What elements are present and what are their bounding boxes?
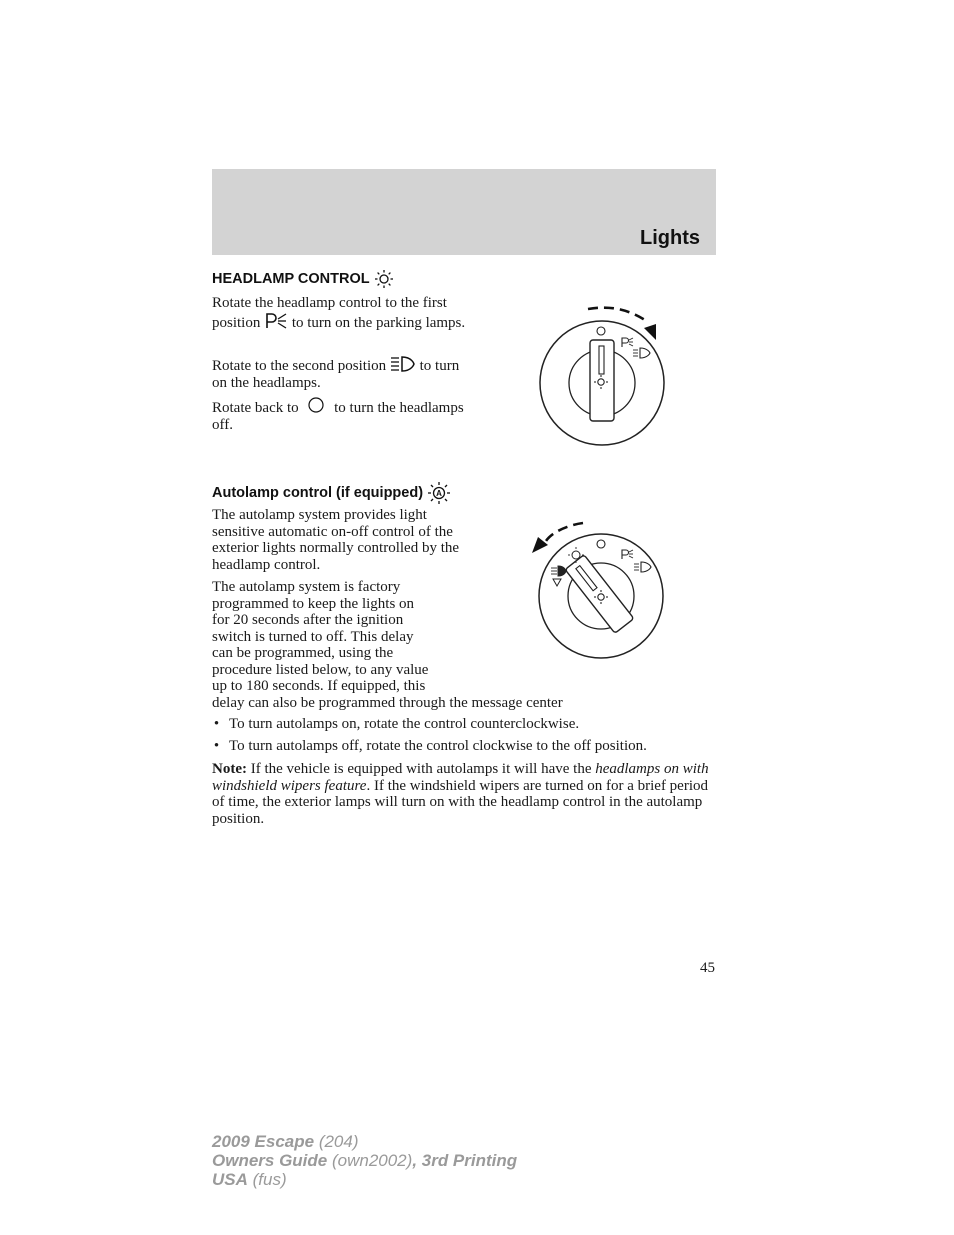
footer-market-code: (fus) xyxy=(247,1170,287,1189)
headlamp-p3-a: Rotate back to xyxy=(212,400,299,416)
note-paragraph xyxy=(212,761,712,827)
autolamp-p2-line: can be programmed, using the xyxy=(212,645,394,661)
autolamp-icon xyxy=(427,481,451,505)
light-sun-icon xyxy=(374,269,394,289)
headlamp-heading-text: HEADLAMP CONTROL xyxy=(212,271,370,287)
footer-model-code: (204) xyxy=(314,1132,359,1151)
headlamp-p2-a: Rotate to the second position xyxy=(212,358,387,374)
autolamp-p2-line: programmed to keep the lights on xyxy=(212,595,415,612)
autolamp-p2-line: procedure listed below, to any value xyxy=(212,661,429,678)
off-circle-icon xyxy=(302,397,330,415)
headlamp-para-2 xyxy=(212,355,472,391)
headlamp-para-1 xyxy=(212,295,472,331)
autolamp-para-1: The autolamp system provides light sensitive automatic on-off control of the exterior lights normally controlled by the headlamp control. xyxy=(212,507,460,573)
footer-guide-code: (own2002) xyxy=(327,1151,413,1170)
footer-line-2 xyxy=(212,1151,517,1170)
footer-market: USA xyxy=(212,1170,248,1189)
bullet-item xyxy=(212,738,647,755)
autolamp-p2-line: The autolamp system is factory xyxy=(212,579,401,595)
headlamp-icon xyxy=(390,355,416,373)
section-title: Lights xyxy=(640,227,700,249)
note-text-italic: headlamps on with windshield wipers feature xyxy=(212,761,709,794)
autolamp-p2-line: switch is turned to off. This delay xyxy=(212,628,414,645)
autolamp-knob-figure xyxy=(528,515,678,670)
autolamp-p2-line: for 20 seconds after the ignition xyxy=(212,612,404,628)
footer xyxy=(212,1132,517,1189)
bullet-text: To turn autolamps off, rotate the control clockwise to the off position. xyxy=(229,738,647,754)
headlamp-p1-a: Rotate the headlamp control to the first position xyxy=(212,295,447,331)
autolamp-p2-line: up to 180 seconds. If equipped, this xyxy=(212,678,426,694)
headlamp-p2-b: to turn on the headlamps. xyxy=(212,358,460,391)
footer-model: 2009 Escape xyxy=(212,1132,315,1151)
page-number: 45 xyxy=(700,960,715,976)
headlamp-p3-b: to turn the headlamps off. xyxy=(212,400,464,433)
headlamp-heading xyxy=(212,269,394,289)
note-label: Note: xyxy=(212,761,247,777)
footer-line-1 xyxy=(212,1132,517,1151)
footer-printing: , 3rd Printing xyxy=(412,1151,518,1170)
note-text-b: . If the windshield wipers are turned on for a brief period of time, the exterior lamps will turn on with the headlamp control in the autolamp position. xyxy=(212,777,709,827)
autolamp-heading xyxy=(212,481,451,505)
headlamp-p1-b: to turn on the parking lamps. xyxy=(291,314,466,331)
svg-text:A: A xyxy=(436,489,442,498)
header-band xyxy=(212,169,716,255)
bullet-item xyxy=(212,716,579,733)
autolamp-heading-text: Autolamp control (if equipped) xyxy=(212,485,424,501)
footer-guide: Owners Guide xyxy=(212,1151,328,1170)
headlamp-para-3 xyxy=(212,397,472,433)
autolamp-p2-line: delay can also be programmed through the message center xyxy=(212,694,563,711)
bullet-dot: • xyxy=(213,738,220,754)
headlamp-knob-figure xyxy=(530,300,680,455)
bullet-dot: • xyxy=(213,716,220,732)
footer-line-3 xyxy=(212,1170,517,1189)
note-text-a: If the vehicle is equipped with autolamps it will have the xyxy=(250,761,592,777)
parking-lamp-icon xyxy=(264,312,288,330)
bullet-text: To turn autolamps on, rotate the control counterclockwise. xyxy=(229,716,580,732)
